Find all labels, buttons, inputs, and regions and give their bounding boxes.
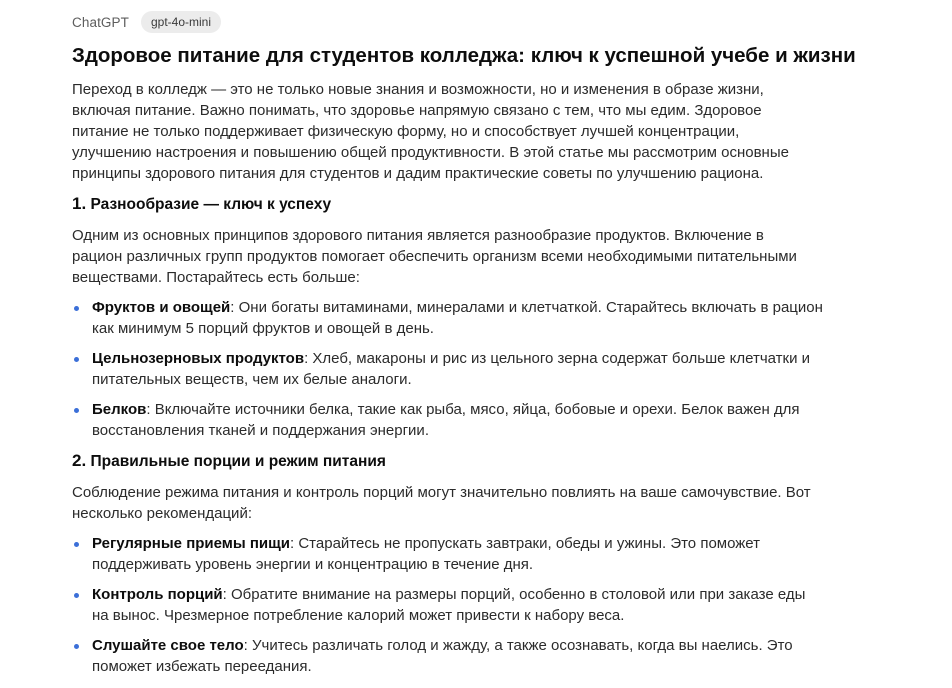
section-1-list bbox=[72, 297, 892, 441]
bullet-icon bbox=[74, 408, 79, 413]
list-item-term: Цельнозерновых продуктов bbox=[92, 350, 305, 367]
bullet-icon bbox=[74, 306, 79, 311]
intro-line: улучшению настроения и повышению общей продуктивности. В этой статье мы рассмотрим основные bbox=[72, 144, 789, 161]
list-item-text: : Старайтесь не пропускать завтраки, обеды и ужины. Это поможет bbox=[290, 535, 761, 552]
list-item bbox=[72, 533, 892, 575]
bullet-icon bbox=[74, 593, 79, 598]
list-item-term: Фруктов и овощей bbox=[92, 299, 231, 316]
bullet-icon bbox=[74, 542, 79, 547]
list-item-text: : Обратите внимание на размеры порций, особенно в столовой или при заказе еды bbox=[222, 586, 806, 603]
list-item-text: поможет избежать переедания. bbox=[92, 658, 312, 675]
list-item-text: : Включайте источники белка, такие как рыба, мясо, яйца, бобовые и орехи. Белок важен для bbox=[146, 401, 800, 418]
list-item-text: поддерживать уровень энергии и концентрацию в течение дня. bbox=[92, 556, 534, 573]
section-2-list bbox=[72, 533, 892, 677]
list-item-text: на вынос. Чрезмерное потребление калорий может привести к набору веса. bbox=[92, 607, 625, 624]
list-item-term: Слушайте свое тело bbox=[92, 637, 244, 654]
intro-line: включая питание. Важно понимать, что здоровье напрямую связано с тем, что мы едим. Здоровое bbox=[72, 102, 762, 119]
list-item bbox=[72, 635, 892, 677]
paragraph-line: Соблюдение режима питания и контроль порций могут значительно повлиять на ваше самочувствие. Вот bbox=[72, 484, 811, 501]
intro-line: принципы здорового питания для студентов и дадим практические советы по улучшению рациона. bbox=[72, 165, 764, 182]
section-heading-text: Разнообразие — ключ к успеху bbox=[90, 196, 332, 213]
section-heading-text: Правильные порции и режим питания bbox=[90, 453, 386, 470]
section-1-paragraph bbox=[72, 225, 892, 288]
response-header bbox=[72, 10, 221, 34]
list-item bbox=[72, 399, 892, 441]
section-heading-2 bbox=[72, 450, 892, 473]
intro-line: питание не только поддерживает физическую форму, но и способствует лучшей концентрации, bbox=[72, 123, 740, 140]
list-item-text: : Учитесь различать голод и жажду, а также осознавать, когда вы наелись. Это bbox=[243, 637, 793, 654]
list-item-text: : Хлеб, макароны и рис из цельного зерна содержат больше клетчатки и bbox=[304, 350, 811, 367]
paragraph-line: веществами. Постарайтесь есть больше: bbox=[72, 269, 360, 286]
list-item-text: как минимум 5 порций фруктов и овощей в день. bbox=[92, 320, 434, 337]
section-number: 1. bbox=[72, 194, 87, 213]
list-item-term: Регулярные приемы пищи bbox=[92, 535, 291, 552]
model-badge[interactable]: gpt-4o-mini bbox=[141, 11, 221, 33]
list-item-term: Контроль порций bbox=[92, 586, 223, 603]
article-title: Здоровое питание для студентов колледжа: ключ к успешной учебе и жизни bbox=[72, 44, 856, 67]
list-item-term: Белков bbox=[92, 401, 147, 418]
bullet-icon bbox=[74, 644, 79, 649]
section-heading-1 bbox=[72, 193, 892, 216]
app-name: ChatGPT bbox=[72, 14, 129, 30]
section-2-paragraph bbox=[72, 482, 892, 524]
paragraph-line: несколько рекомендаций: bbox=[72, 505, 252, 522]
list-item bbox=[72, 584, 892, 626]
list-item bbox=[72, 348, 892, 390]
paragraph-line: рацион различных групп продуктов помогает обеспечить организм всеми необходимыми питательными bbox=[72, 248, 797, 265]
list-item-text: восстановления тканей и поддержания энергии. bbox=[92, 422, 429, 439]
article-body bbox=[72, 79, 892, 677]
section-number: 2. bbox=[72, 451, 87, 470]
paragraph-line: Одним из основных принципов здорового питания является разнообразие продуктов. Включение в bbox=[72, 227, 764, 244]
intro-paragraph bbox=[72, 79, 892, 184]
list-item-text: : Они богаты витаминами, минералами и клетчаткой. Старайтесь включать в рацион bbox=[230, 299, 823, 316]
list-item-text: питательных веществ, чем их белые аналоги. bbox=[92, 371, 412, 388]
intro-line: Переход в колледж — это не только новые знания и возможности, но и изменения в образе жизни, bbox=[72, 81, 764, 98]
bullet-icon bbox=[74, 357, 79, 362]
list-item bbox=[72, 297, 892, 339]
